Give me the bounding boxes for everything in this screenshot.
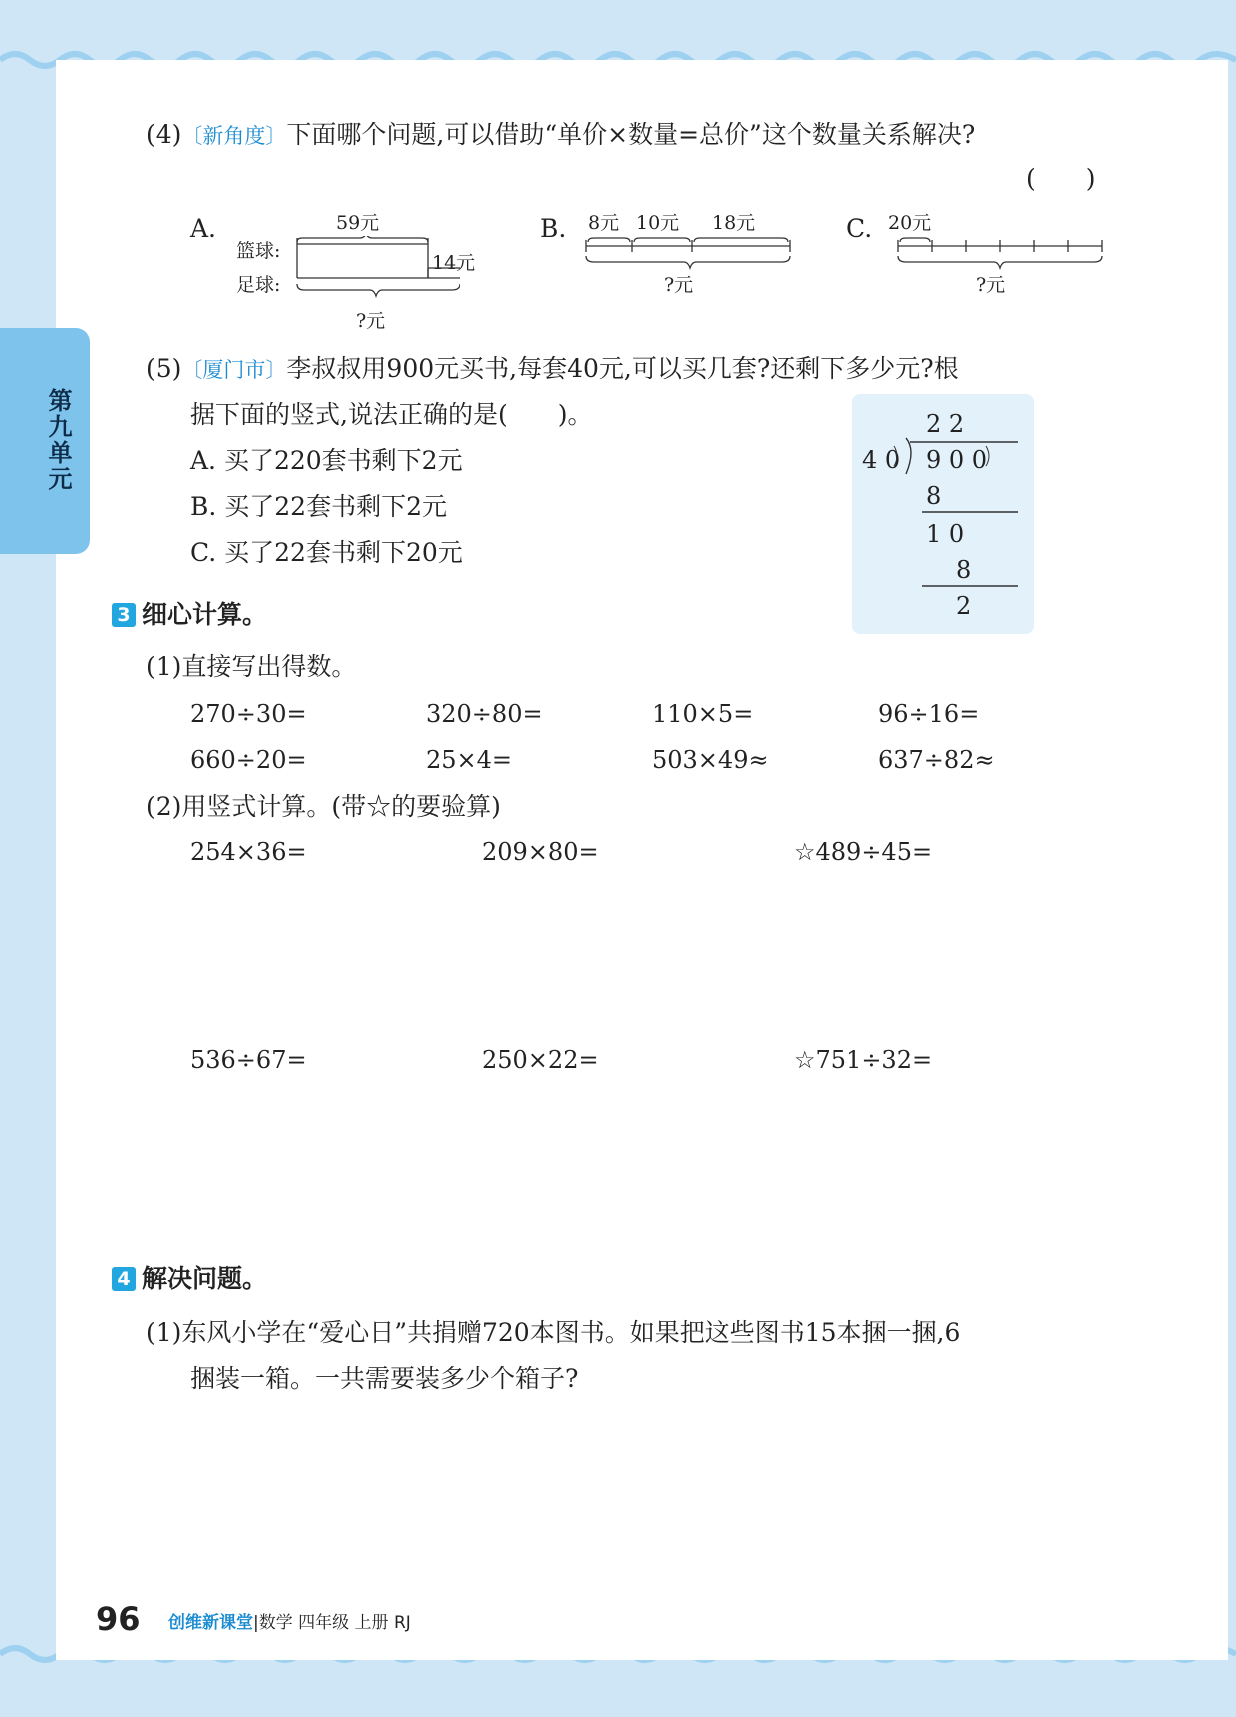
division-dividend: 9 0 0 bbox=[926, 446, 988, 474]
unit-tab-label: 第九单元 bbox=[44, 388, 72, 492]
q4-tag: 〔新角度〕 bbox=[181, 124, 287, 148]
q5-option-c: C. 买了22套书剩下20元 bbox=[190, 538, 463, 567]
q5-text-line2: 据下面的竖式,说法正确的是( )。 bbox=[190, 400, 593, 429]
q5-tag: 〔厦门市〕 bbox=[181, 358, 287, 382]
vertical-calc-r2-c3: ☆751÷32= bbox=[794, 1046, 933, 1074]
calc-r1-c2: 320÷80= bbox=[426, 700, 543, 728]
division-subtract-1: 8 bbox=[926, 482, 942, 510]
q5-number: (5) bbox=[146, 354, 182, 383]
q4-a-right-label: 14元 bbox=[432, 252, 476, 274]
q4-c-bottom-label: ?元 bbox=[976, 274, 1006, 296]
q4-a-bottom-label: ?元 bbox=[356, 310, 386, 332]
q4-c-val1: 20元 bbox=[888, 212, 932, 234]
q4-line bbox=[146, 122, 975, 147]
q4-b-line-diagram bbox=[584, 236, 794, 276]
division-lines bbox=[852, 394, 1034, 634]
q4-a-row2-label: 足球: bbox=[236, 274, 281, 296]
vertical-calc-r1-c1: 254×36= bbox=[190, 838, 307, 866]
section-4-badge: 4 bbox=[112, 1267, 136, 1291]
q4-b-val1: 8元 bbox=[588, 212, 620, 234]
q4-option-b-label: B. bbox=[540, 214, 567, 243]
q4-option-c-label: C. bbox=[846, 214, 873, 243]
q5-line1 bbox=[146, 356, 959, 381]
vertical-calc-r1-c3: ☆489÷45= bbox=[794, 838, 933, 866]
calc-r2-c4: 637÷82≈ bbox=[878, 746, 995, 774]
section-3-part1: (1)直接写出得数。 bbox=[146, 652, 357, 681]
calc-r2-c3: 503×49≈ bbox=[652, 746, 769, 774]
vertical-calc-r2-c2: 250×22= bbox=[482, 1046, 599, 1074]
q5-option-b: B. 买了22套书剩下2元 bbox=[190, 492, 447, 521]
q4-a-row1-label: 篮球: bbox=[236, 240, 281, 262]
footer-brand-name: 创维新课堂 bbox=[168, 1613, 253, 1633]
calc-r2-c1: 660÷20= bbox=[190, 746, 307, 774]
footer-subject: |数学 四年级 上册 RJ bbox=[253, 1613, 411, 1633]
q4-option-a-label: A. bbox=[190, 214, 217, 243]
vertical-calc-r2-c1: 536÷67= bbox=[190, 1046, 307, 1074]
section-3-title: 细心计算。 bbox=[142, 600, 268, 629]
q4-a-top-label: 59元 bbox=[336, 212, 380, 234]
footer-brand bbox=[168, 1608, 411, 1633]
section-4-line2: 捆装一箱。一共需要装多少个箱子? bbox=[190, 1364, 579, 1393]
q4-a-line-diagram bbox=[290, 236, 460, 316]
section-3-part2: (2)用竖式计算。(带☆的要验算) bbox=[146, 792, 501, 821]
q4-text: 下面哪个问题,可以借助“单价×数量=总价”这个数量关系解决? bbox=[286, 120, 976, 149]
calc-r1-c3: 110×5= bbox=[652, 700, 754, 728]
q4-answer-paren: ( ) bbox=[1026, 164, 1096, 193]
section-4-line1: (1)东风小学在“爱心日”共捐赠720本图书。如果把这些图书15本捆一捆,6 bbox=[146, 1318, 961, 1347]
division-remainder-1: 1 0 bbox=[926, 520, 965, 548]
section-3-heading bbox=[112, 600, 267, 627]
division-subtract-2: 8 bbox=[956, 556, 972, 584]
section-3-badge: 3 bbox=[112, 603, 136, 627]
section-4-heading bbox=[112, 1264, 267, 1291]
q4-number: (4) bbox=[146, 120, 182, 149]
q4-b-val3: 18元 bbox=[712, 212, 756, 234]
division-remainder-2: 2 bbox=[956, 592, 972, 620]
q5-text-line1: 李叔叔用900元买书,每套40元,可以买几套?还剩下多少元?根 bbox=[286, 354, 959, 383]
division-quotient: 2 2 bbox=[926, 410, 965, 438]
unit-side-tab bbox=[0, 328, 90, 554]
q4-b-val2: 10元 bbox=[636, 212, 680, 234]
vertical-calc-r1-c2: 209×80= bbox=[482, 838, 599, 866]
page-number: 96 bbox=[96, 1600, 141, 1638]
division-divisor: 4 0 bbox=[862, 446, 901, 474]
calc-r1-c4: 96÷16= bbox=[878, 700, 980, 728]
q4-b-bottom-label: ?元 bbox=[664, 274, 694, 296]
q5-option-a: A. 买了220套书剩下2元 bbox=[190, 446, 463, 475]
section-4-title: 解决问题。 bbox=[142, 1264, 268, 1293]
calc-r1-c1: 270÷30= bbox=[190, 700, 307, 728]
calc-r2-c2: 25×4= bbox=[426, 746, 513, 774]
q4-c-line-diagram bbox=[896, 236, 1106, 276]
